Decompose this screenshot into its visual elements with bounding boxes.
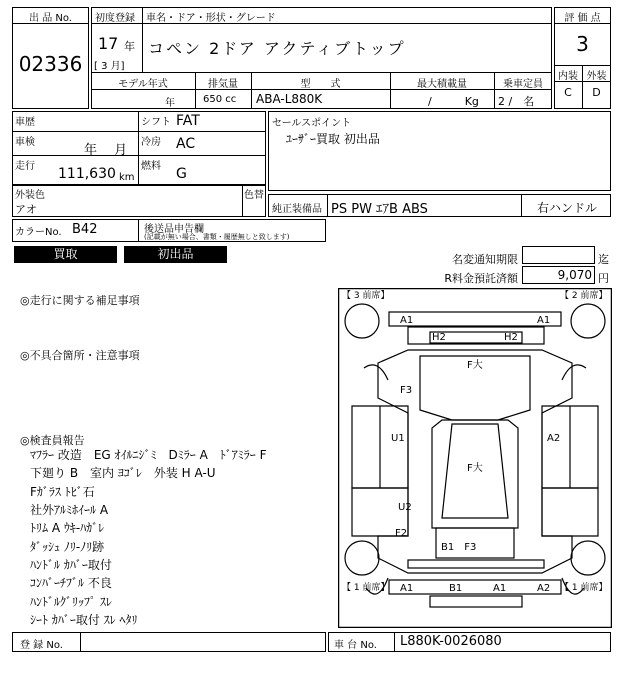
damage-mark: H2 xyxy=(504,332,518,343)
displacement-value: 650 cc xyxy=(203,94,237,105)
report-line: ｺﾝﾊﾞｰﾁﾌﾞﾙ 不良 xyxy=(30,576,112,590)
damage-mark: B1 F3 xyxy=(441,542,477,553)
damage-mark: F大 xyxy=(467,463,483,474)
exterior-grade-label: 外装 xyxy=(586,71,607,82)
recycle-fee-label: R料金預託済額 xyxy=(444,272,518,285)
first-registration-year: 17 xyxy=(98,34,119,53)
history-label: 車歴 xyxy=(15,117,35,128)
shift-value: FAT xyxy=(176,113,200,129)
report-line: ﾏﾌﾗｰ 改造 EG ｵｲﾙﾆｼﾞﾐ Dﾐﾗｰ A ﾄﾞｱﾐﾗｰ F xyxy=(30,448,267,462)
color-no: B42 xyxy=(72,222,98,237)
car-name: コペン 2ドア アクティブトップ xyxy=(148,39,406,58)
score-value: 3 xyxy=(576,32,589,56)
displacement-label: 排気量 xyxy=(208,79,238,90)
first-registration-month: [ 3 月] xyxy=(94,61,125,72)
lot-number-label: 出 品 No. xyxy=(29,13,72,24)
recycle-fee-value: 9,070 xyxy=(557,268,592,282)
sales-point: ﾕｰｻﾞｰ買取 初出品 xyxy=(286,132,380,146)
name-change-deadline-field xyxy=(522,246,595,264)
sales-point-label: セールスポイント xyxy=(272,118,352,129)
exterior-color-box xyxy=(12,184,266,217)
lot-number: 02336 xyxy=(18,52,83,76)
report-line: 社外ｱﾙﾐﾎｲｰﾙ A xyxy=(30,503,109,517)
score-label: 評 価 点 xyxy=(564,13,601,24)
report-line: ﾊﾝﾄﾞﾙ ｶﾊﾞｰ取付 xyxy=(30,558,112,572)
exterior-color-label: 外装色 xyxy=(15,190,45,201)
registration-no-label: 登 録 No. xyxy=(20,640,63,651)
exterior-color: アオ xyxy=(15,203,37,216)
model-code-label: 型 式 xyxy=(300,79,341,90)
damage-mark: F3 xyxy=(400,385,413,396)
documents-label: 後送品申告欄 xyxy=(144,224,204,235)
recycle-fee-unit: 円 xyxy=(598,272,609,285)
damage-mark: A2 xyxy=(537,583,551,594)
color-no-label: カラーNo. xyxy=(15,227,62,238)
exterior-grade: D xyxy=(592,86,601,99)
corner-label: 【 1 前席】 xyxy=(342,583,390,593)
interior-grade: C xyxy=(564,86,572,99)
damage-mark: B1 xyxy=(449,583,463,594)
interior-grade-label: 内装 xyxy=(558,71,578,82)
details-box xyxy=(12,111,266,186)
ac-label: 冷房 xyxy=(141,137,161,148)
equipment-value: PS PW ｴｱB ABS xyxy=(331,202,428,217)
report-line: ﾄﾘﾑ A ｳｷ-ﾊｶﾞﾚ xyxy=(30,521,105,535)
chassis-no: L880K-0026080 xyxy=(400,634,502,649)
year-unit: 年 xyxy=(124,40,135,53)
inspector-report-label: ◎検査員報告 xyxy=(20,434,85,447)
damage-mark: A1 xyxy=(400,583,414,594)
damage-mark: F2 xyxy=(395,528,408,539)
inspection-value: 年 月 xyxy=(84,143,128,158)
chassis-no-label: 車 台 No. xyxy=(334,640,377,651)
model-year-label: モデル年式 xyxy=(118,79,168,90)
max-load-label: 最大積載量 xyxy=(417,79,467,90)
max-load-value: / Kg xyxy=(428,95,479,108)
capacity-label: 乗車定員 xyxy=(503,79,543,90)
fuel-value: G xyxy=(176,166,187,182)
damage-mark: A1 xyxy=(400,315,414,326)
corner-label: 【 1 前席】 xyxy=(560,583,608,593)
inspection-label: 車検 xyxy=(15,137,35,148)
corner-label: 【 3 前席】 xyxy=(342,291,390,301)
first-registration-label: 初度登録 xyxy=(95,13,135,24)
shift-label: シフト xyxy=(141,117,171,128)
buyout-tag: 買取 xyxy=(14,246,117,263)
report-line: 下廻り B 室内 ﾖｺﾞﾚ 外装 H A-U xyxy=(30,466,216,480)
model-code: ABA-L880K xyxy=(256,92,323,106)
damage-mark: A1 xyxy=(537,315,551,326)
report-line: ﾊﾝﾄﾞﾙｸﾞﾘｯﾌﾟ ｽﾚ xyxy=(30,595,112,609)
equipment-label: 純正装備品 xyxy=(272,204,322,215)
corner-label: 【 2 前席】 xyxy=(560,291,608,301)
mileage-label: 走行 xyxy=(15,161,35,172)
color-change-label: 色替 xyxy=(244,190,264,201)
documents-note: (記載が無い場合、書類・履歴無しと致します) xyxy=(144,233,290,241)
report-line: Fｶﾞﾗｽ ﾄﾋﾞ石 xyxy=(30,485,95,499)
mileage-value: 111,630 xyxy=(58,166,116,182)
damage-mark: H2 xyxy=(432,332,446,343)
damage-mark: F大 xyxy=(467,360,483,371)
car-name-label: 車名・ドア・形状・グレード xyxy=(146,13,276,24)
damage-mark: A2 xyxy=(547,433,561,444)
first-listing-tag: 初出品 xyxy=(124,246,227,263)
capacity-value: 2 / 名 xyxy=(498,95,535,108)
report-line: ﾀﾞｯｼｭ ﾉﾘ-ﾉﾘ跡 xyxy=(30,540,105,554)
damage-mark: U1 xyxy=(391,433,405,444)
mileage-unit: km xyxy=(119,172,135,183)
damage-mark: U2 xyxy=(398,502,412,513)
damage-mark: A1 xyxy=(493,583,507,594)
driving-notes-label: ◎走行に関する補足事項 xyxy=(20,294,140,307)
car-damage-diagram xyxy=(338,288,612,628)
fuel-label: 燃料 xyxy=(141,161,161,172)
steering-side: 右ハンドル xyxy=(537,201,598,215)
name-change-unit: 迄 xyxy=(598,253,609,266)
model-year-unit: 年 xyxy=(165,98,175,109)
defects-label: ◎不具合箇所・注意事項 xyxy=(20,349,140,362)
ac-value: AC xyxy=(176,136,196,152)
report-line: ｼｰﾄ ｶﾊﾞｰ取付 ｽﾚ ﾍﾀﾘ xyxy=(30,613,138,627)
name-change-deadline-label: 名変通知期限 xyxy=(452,253,518,266)
